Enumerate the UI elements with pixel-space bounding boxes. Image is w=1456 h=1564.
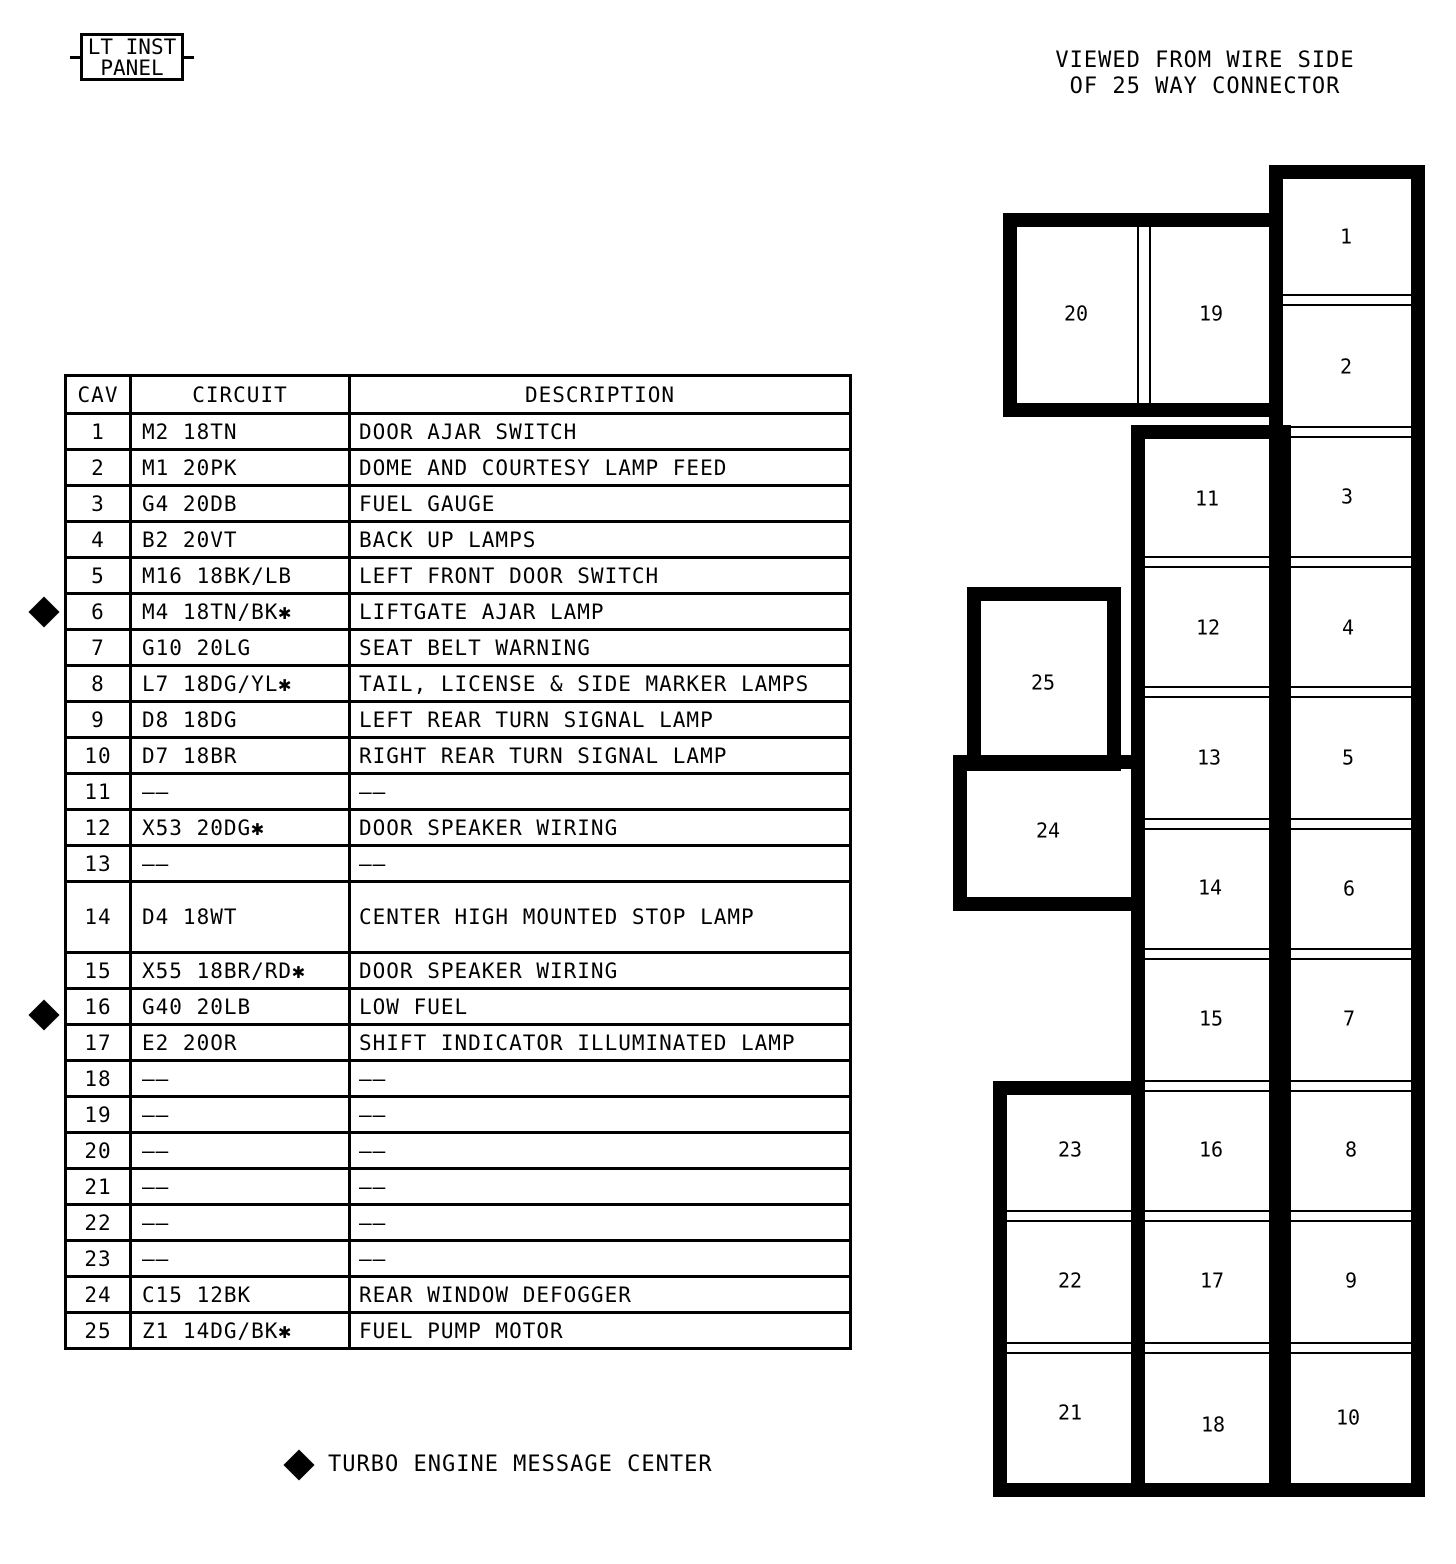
cav-cell: 10 <box>67 739 132 772</box>
cavity-group <box>960 172 1418 1490</box>
housing-middle-column <box>1138 432 1284 1490</box>
cav-cell: 11 <box>67 775 132 808</box>
circuit-cell: —— <box>132 847 351 880</box>
circuit-cell: M1 20PK <box>132 451 351 484</box>
cav-cell: 6 <box>67 595 132 628</box>
description-cell: —— <box>359 1174 387 1199</box>
view-note-line2: OF 25 WAY CONNECTOR <box>1069 74 1341 99</box>
description-cell: —— <box>359 1210 387 1235</box>
cavity-label-1: 1 <box>1339 224 1353 249</box>
cav-cell: 22 <box>67 1206 132 1239</box>
circuit-cell: —— <box>132 1062 351 1095</box>
description-cell: LEFT FRONT DOOR SWITCH <box>359 563 660 588</box>
cav-cell: 15 <box>67 954 132 987</box>
circuit-cell: G40 20LB <box>132 990 351 1023</box>
circuit-cell: —— <box>132 1134 351 1167</box>
cav-cell: 7 <box>67 631 132 664</box>
circuit-cell: D8 18DG <box>132 703 351 736</box>
circuit-cell: —— <box>132 1242 351 1275</box>
cavity-label-10: 10 <box>1335 1405 1361 1430</box>
circuit-cell: G4 20DB <box>132 487 351 520</box>
cav-cell: 12 <box>67 811 132 844</box>
cavity-label-6: 6 <box>1342 876 1356 901</box>
description-cell: LIFTGATE AJAR LAMP <box>359 599 605 624</box>
cav-cell: 23 <box>67 1242 132 1275</box>
cav-cell: 24 <box>67 1278 132 1311</box>
description-cell: —— <box>359 1102 387 1127</box>
cavity-label-22: 22 <box>1057 1268 1083 1293</box>
description-cell: DOME AND COURTESY LAMP FEED <box>359 455 728 480</box>
cavity-label-3: 3 <box>1340 484 1354 509</box>
cav-cell: 25 <box>67 1314 132 1347</box>
description-cell: DOOR SPEAKER WIRING <box>359 815 619 840</box>
connector-tag-line1: LT INST <box>87 35 177 59</box>
header-circuit: CIRCUIT <box>132 377 351 412</box>
description-cell: CENTER HIGH MOUNTED STOP LAMP <box>359 905 755 929</box>
description-cell: —— <box>359 1138 387 1163</box>
legend-text: TURBO ENGINE MESSAGE CENTER <box>328 1452 713 1477</box>
circuit-cell: M4 18TN/BK✱ <box>132 595 351 628</box>
header-cav: CAV <box>67 377 132 412</box>
cavity-label-4: 4 <box>1341 615 1355 640</box>
description-cell: SHIFT INDICATOR ILLUMINATED LAMP <box>359 1030 796 1055</box>
cav-cell: 2 <box>67 451 132 484</box>
cavity-label-7: 7 <box>1342 1006 1356 1031</box>
circuit-cell: L7 18DG/YL✱ <box>132 667 351 700</box>
cav-cell: 5 <box>67 559 132 592</box>
cavity-label-14: 14 <box>1197 875 1223 900</box>
cav-cell: 9 <box>67 703 132 736</box>
description-cell: —— <box>359 1246 387 1271</box>
cavity-label-25: 25 <box>1030 670 1056 695</box>
cav-cell: 19 <box>67 1098 132 1131</box>
cav-cell: 3 <box>67 487 132 520</box>
description-cell: —— <box>359 1066 387 1091</box>
circuit-cell: M16 18BK/LB <box>132 559 351 592</box>
circuit-cell: G10 20LG <box>132 631 351 664</box>
circuit-cell: X55 18BR/RD✱ <box>132 954 351 987</box>
circuit-cell: B2 20VT <box>132 523 351 556</box>
cav-cell: 18 <box>67 1062 132 1095</box>
view-note-line1: VIEWED FROM WIRE SIDE <box>1055 48 1355 73</box>
cavity-label-19: 19 <box>1198 301 1224 326</box>
description-cell: DOOR SPEAKER WIRING <box>359 958 619 983</box>
description-cell: BACK UP LAMPS <box>359 527 537 552</box>
description-cell: LEFT REAR TURN SIGNAL LAMP <box>359 707 714 732</box>
cav-cell: 14 <box>67 883 132 951</box>
cavity-label-5: 5 <box>1341 745 1355 770</box>
cav-cell: 17 <box>67 1026 132 1059</box>
cavity-label-24: 24 <box>1035 818 1061 843</box>
description-cell: —— <box>359 851 387 876</box>
circuit-cell: X53 20DG✱ <box>132 811 351 844</box>
description-cell: RIGHT REAR TURN SIGNAL LAMP <box>359 743 728 768</box>
description-cell: TAIL, LICENSE & SIDE MARKER LAMPS <box>359 671 810 696</box>
cav-cell: 13 <box>67 847 132 880</box>
description-cell: —— <box>359 779 387 804</box>
cavity-label-21: 21 <box>1057 1400 1083 1425</box>
circuit-cell: D7 18BR <box>132 739 351 772</box>
cavity-label-15: 15 <box>1198 1006 1224 1031</box>
header-description: DESCRIPTION <box>524 382 676 407</box>
description-cell: LOW FUEL <box>359 994 469 1019</box>
cavity-label-8: 8 <box>1344 1137 1358 1162</box>
description-cell: REAR WINDOW DEFOGGER <box>359 1282 632 1307</box>
circuit-cell: C15 12BK <box>132 1278 351 1311</box>
cav-cell: 20 <box>67 1134 132 1167</box>
cavity-label-9: 9 <box>1344 1268 1358 1293</box>
cav-cell: 21 <box>67 1170 132 1203</box>
housing-top-block <box>1010 220 1276 410</box>
cavity-label-11: 11 <box>1194 486 1220 511</box>
description-cell: DOOR AJAR SWITCH <box>359 419 578 444</box>
cav-cell: 16 <box>67 990 132 1023</box>
cavity-label-18: 18 <box>1200 1412 1226 1437</box>
cavity-label-20: 20 <box>1063 301 1089 326</box>
description-cell: FUEL GAUGE <box>359 491 496 516</box>
cavity-label-2: 2 <box>1339 354 1353 379</box>
circuit-cell: E2 20OR <box>132 1026 351 1059</box>
cavity-label-23: 23 <box>1057 1137 1083 1162</box>
connector-tag-line2: PANEL <box>100 56 164 80</box>
circuit-cell: D4 18WT <box>132 883 351 951</box>
circuit-cell: —— <box>132 1206 351 1239</box>
cav-cell: 4 <box>67 523 132 556</box>
cavity-label-12: 12 <box>1195 615 1221 640</box>
description-cell: FUEL PUMP MOTOR <box>359 1318 564 1343</box>
circuit-cell: —— <box>132 775 351 808</box>
cavity-label-17: 17 <box>1199 1268 1225 1293</box>
circuit-cell: M2 18TN <box>132 415 351 448</box>
cav-cell: 8 <box>67 667 132 700</box>
cavity-label-16: 16 <box>1198 1137 1224 1162</box>
circuit-cell: Z1 14DG/BK✱ <box>132 1314 351 1347</box>
cav-cell: 1 <box>67 415 132 448</box>
circuit-cell: —— <box>132 1098 351 1131</box>
circuit-cell: —— <box>132 1170 351 1203</box>
cavity-label-13: 13 <box>1196 745 1222 770</box>
description-cell: SEAT BELT WARNING <box>359 635 591 660</box>
